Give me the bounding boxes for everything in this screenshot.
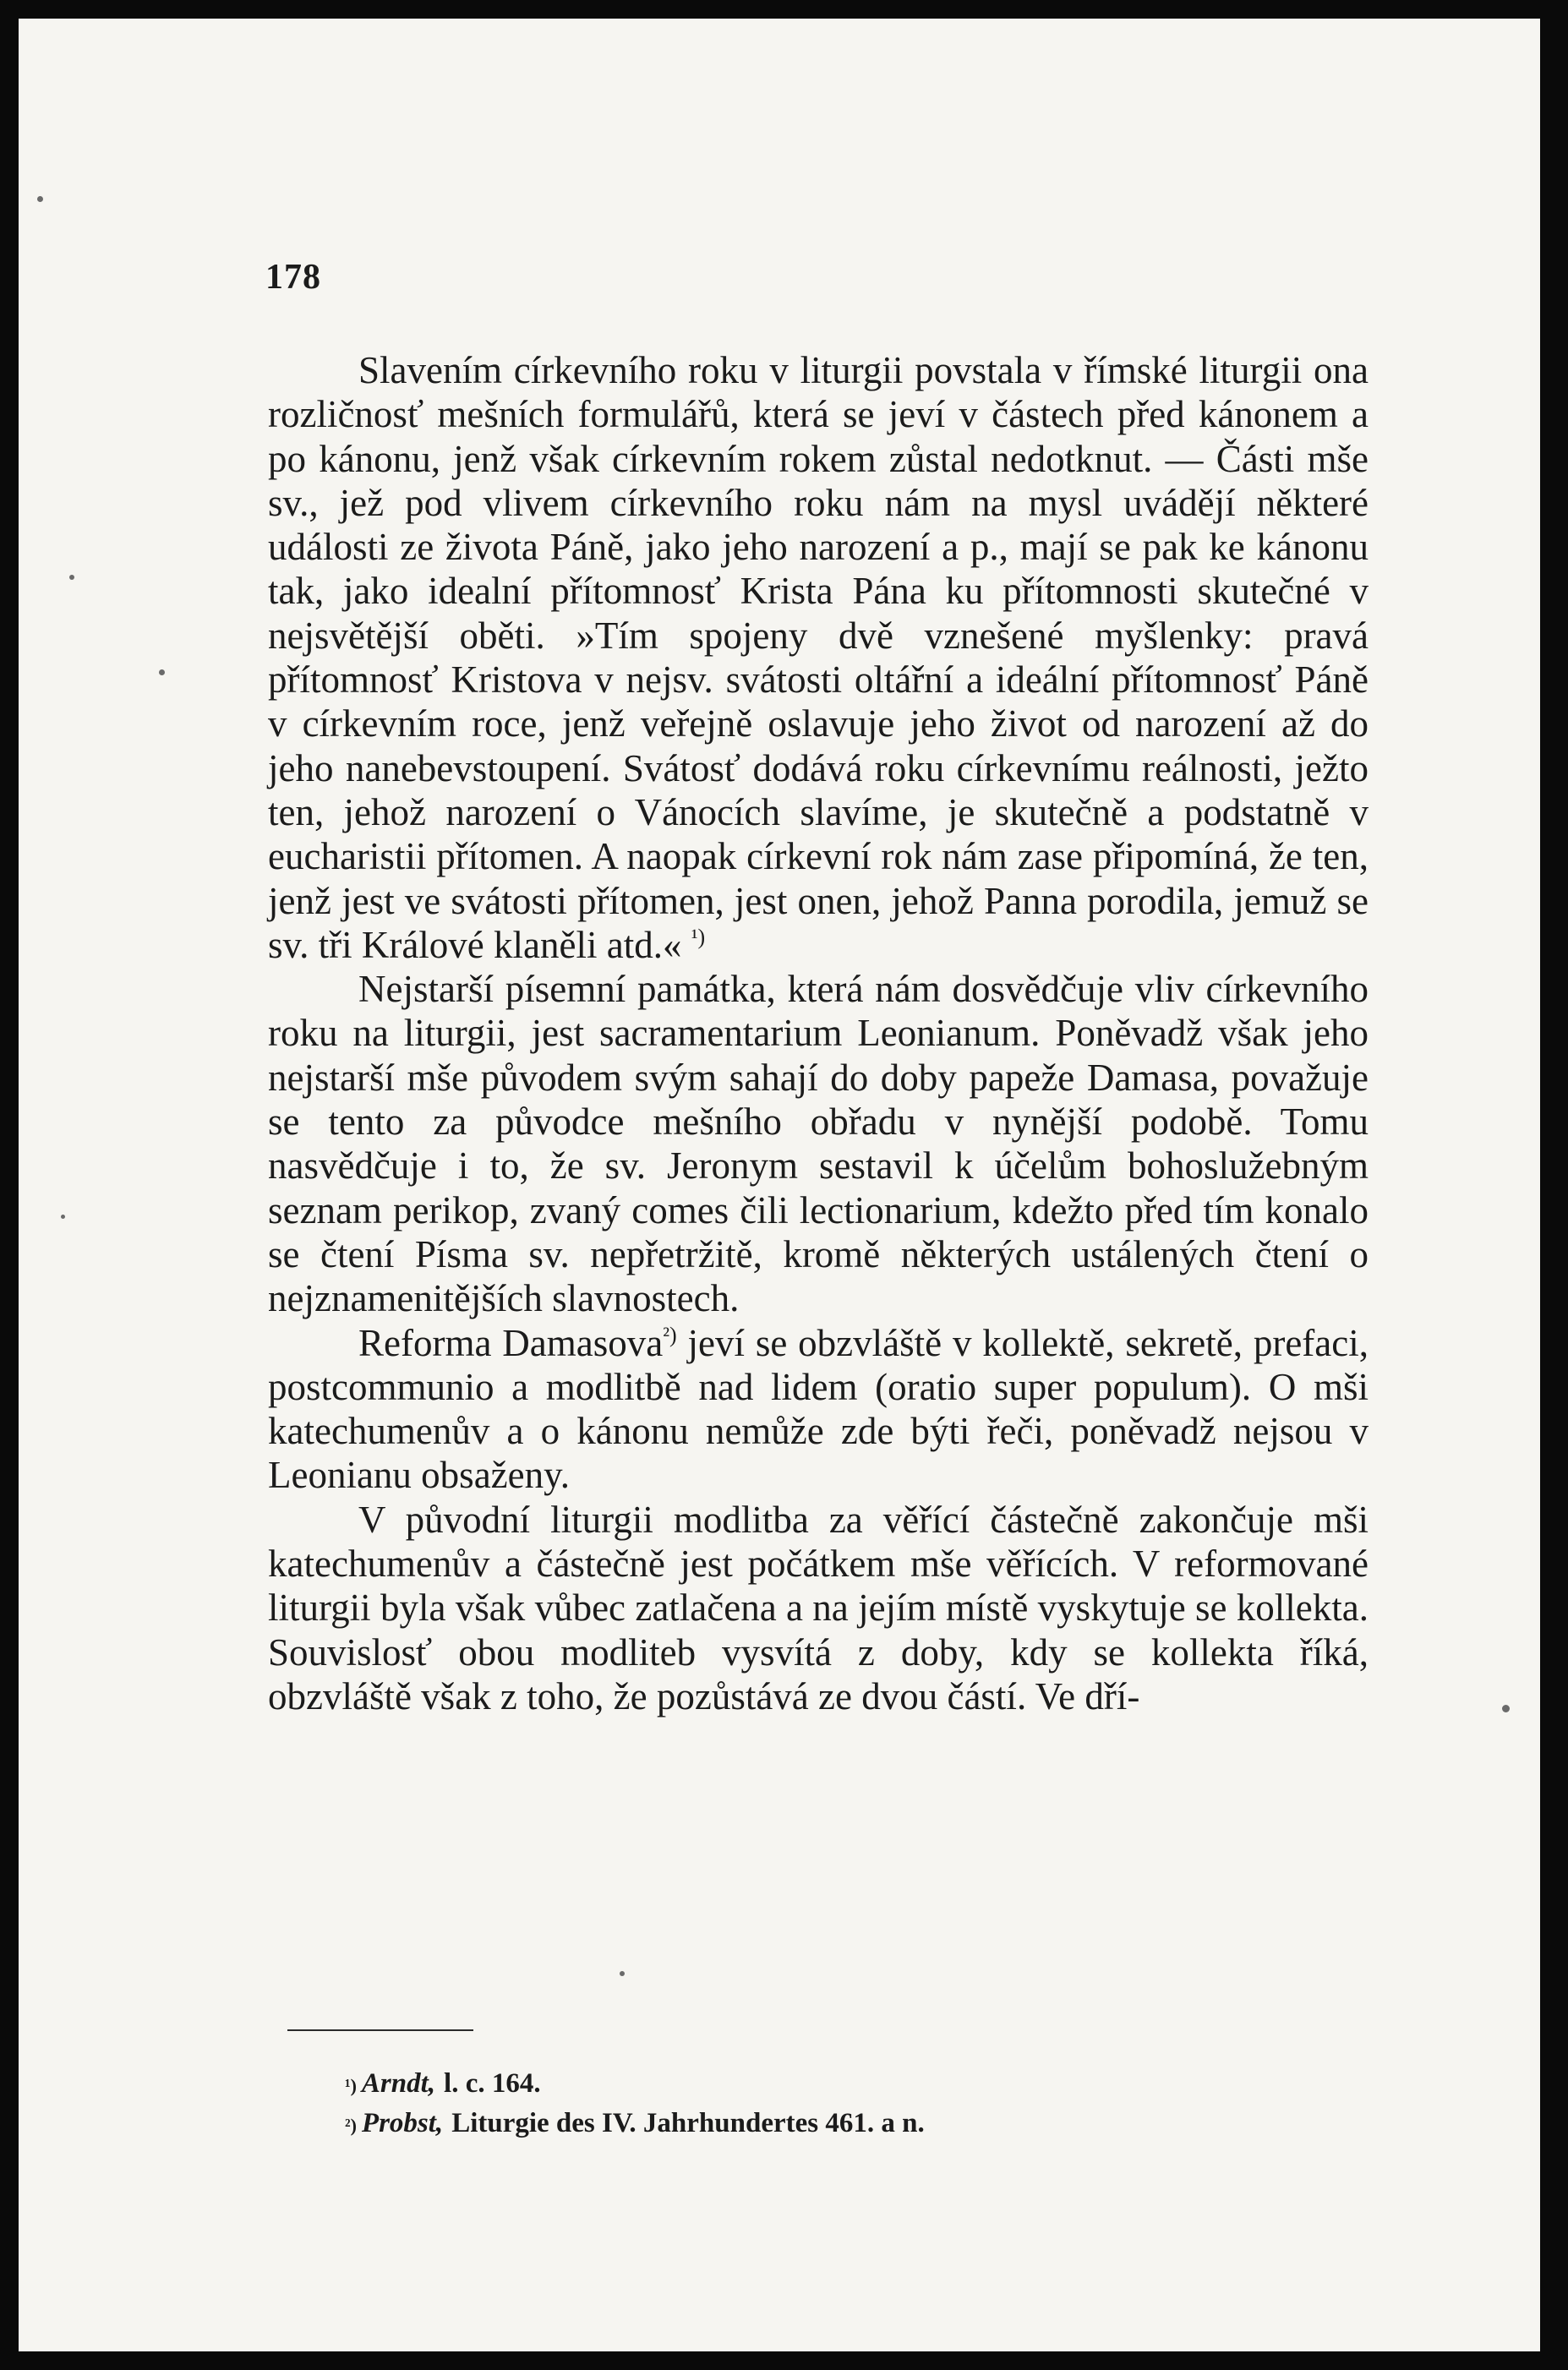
- footnote-ref-2[interactable]: ²): [663, 1322, 677, 1347]
- paragraph-3: [268, 1321, 1369, 1498]
- footnote-1-marker: ¹): [345, 2075, 357, 2096]
- footnote-1: [345, 2064, 1317, 2104]
- paragraph-2: [268, 967, 1369, 1320]
- page-sheet: [19, 19, 1540, 2351]
- paragraph-2-text: Nejstarší písemní památka, která nám dosvědčuje vliv církevního roku na liturgii, jest sacramentarium Leonianum. Poněvadž však jeho nejstarší mše původem svým sahají do doby papeže Damasa, považuje se tento za původce mešního obřadu v nynější podobě. Tomu nasvědčuje i to, že sv. Jeronym sestavil k účelům bohoslužebným seznam perikop, zvaný comes čili lectionarium, kdežto před tím konalo se čtení Písma sv. nepřetržitě, kromě některých ustálených čtení o nejznamenitějších slavnostech.: [268, 968, 1369, 1320]
- scan-speck: [159, 669, 165, 675]
- scan-speck: [69, 575, 74, 580]
- footnote-ref-1[interactable]: ¹): [691, 924, 706, 949]
- footnote-2-marker: ²): [345, 2115, 357, 2136]
- paragraph-4-text: V původní liturgii modlitba za věřící částečně zakončuje mši katechumenův a částečně jest počátkem mše věřících. V reformované liturgii byla však vůbec zatlačena a na jejím místě vyskytuje se kollekta. Souvislosť obou modliteb vysvítá z doby, kdy se kollekta říká, obzvláště však z toho, že pozůstává ze dvou částí. Ve dří-: [268, 1498, 1369, 1717]
- footnote-1-author: Arndt,: [361, 2068, 436, 2099]
- scan-speck: [37, 196, 43, 202]
- footnote-2-text: Liturgie des IV. Jahrhundertes 461. a n.: [451, 2108, 925, 2138]
- scan-speck: [61, 1215, 65, 1219]
- page-number: 178: [265, 258, 321, 297]
- paragraph-3-text-before: Reforma Damasova: [358, 1321, 664, 1364]
- footnote-2-author: Probst,: [361, 2108, 444, 2138]
- scan-speck: [620, 1971, 625, 1976]
- paragraph-1-text: Slavením církevního roku v liturgii povstala v římské liturgii ona rozličnosť mešních formulářů, která se jeví v částech před kánonem a po kánonu, jenž však církevním rokem zůstal nedotknut. — Části mše sv., jež pod vlivem církevního roku nám na mysl uvádějí některé události ze života Páně, jako jeho narození a p., mají se pak ke kánonu tak, jako idealní přítomnosť Krista Pána ku přítomnosti skutečné v nejsvětější oběti. »Tím spojeny dvě vznešené myšlenky: pravá přítomnosť Kristova v nejsv. svátosti oltářní a ideální přítomnosť Páně v církevním roce, jenž veřejně oslavuje jeho život od narození až do jeho nanebevstoupení. Svátosť dodává roku církevnímu reálnosti, ježto ten, jehož narození o Vánocích slavíme, je skutečně a podstatně v eucharistii přítomen. A naopak církevní rok nám zase připomíná, že ten, jenž jest ve svátosti přítomen, jest onen, jehož Panna porodila, jemuž se sv. tři Králové klaněli atd.«: [268, 349, 1369, 966]
- body-text: [268, 348, 1369, 1718]
- footnotes: [345, 2064, 1317, 2143]
- paragraph-3-text-after: jeví se obzvláště v kollektě, sekretě, prefaci, postcommunio a modlitbě nad lidem (oratio super populum). O mši katechumenův a o kánonu nemůže zde býti řeči, poněvadž nejsou v Leonianu obsaženy.: [268, 1321, 1369, 1497]
- footnote-1-text: l. c. 164.: [444, 2068, 541, 2099]
- scan-edge-shadow: [1540, 0, 1568, 2370]
- footnote-divider: [287, 2029, 473, 2031]
- scan-speck: [1502, 1705, 1510, 1712]
- paragraph-1: [268, 348, 1369, 967]
- paragraph-4: [268, 1498, 1369, 1718]
- footnote-2: [345, 2104, 1317, 2143]
